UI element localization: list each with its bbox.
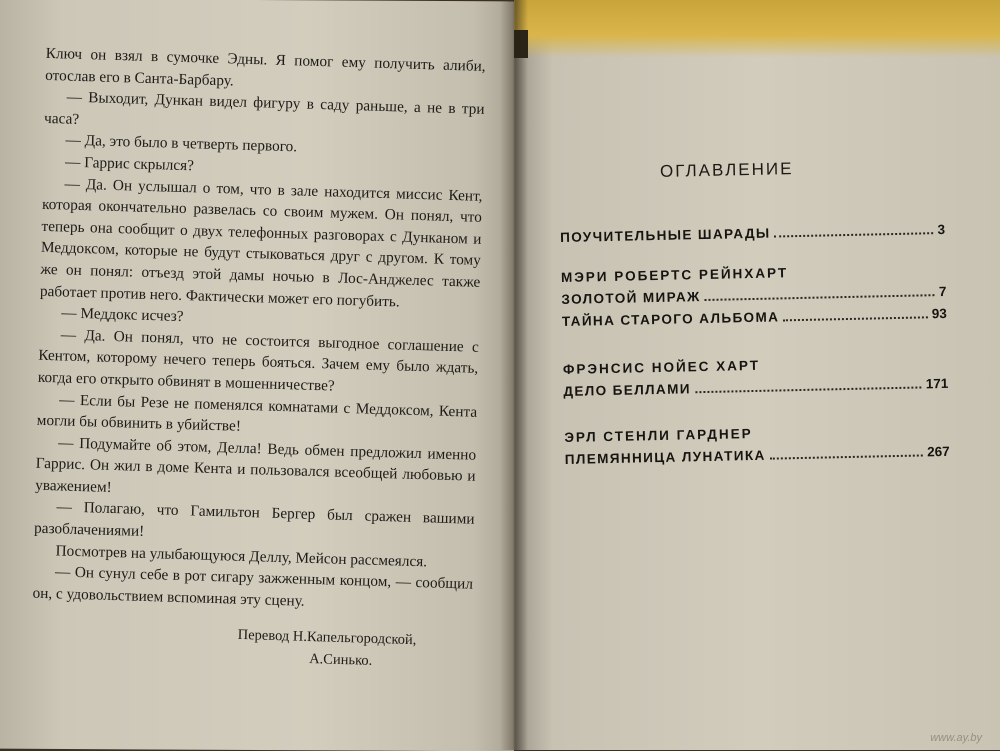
toc-group	[563, 354, 949, 406]
paragraph: — Да. Он услышал о том, что в зале находится миссис Кент, которая окончательно развелась со своим мужем. Он понял, что теперь она сообщит о двух телефонных разговорах с Дунканом и Меддоксом, которые не будут стыковаться друг с другом. К тому же он понял: отъезд этой дамы ночью в Лос-Анджелес также работает против него. Фактически может его погубить.	[39, 175, 483, 310]
translator-name-1: Н.Капельгородской,	[292, 628, 417, 649]
paragraph: — Да, это было в четверть первого.	[65, 131, 298, 156]
toc-entry-title: ЗОЛОТОЙ МИРАЖ	[561, 289, 701, 307]
table-of-contents	[560, 222, 950, 474]
paragraph: — Подумайте об этом, Делла! Ведь обмен предложил именно Гаррис. Он жил в доме Кента и пользовался всеобщей любовью и уважением!	[34, 434, 477, 496]
paragraph: — Он сунул себе в рот сигару зажженным концом, — сообщил он, с удовольствием вспоминая эту сцену.	[32, 563, 474, 610]
toc-entry-page: 3	[937, 221, 946, 238]
toc-author: МЭРИ РОБЕРТС РЕЙНХАРТ	[560, 265, 789, 285]
toc-leader	[783, 315, 928, 321]
toc-entry-page: 7	[938, 283, 947, 300]
paragraph: — Да. Он понял, что не состоится выгодное соглашение с Кентом, которому нечего теперь бояться. Зачем ему было ждать, когда его открыто обвинят в мошенничестве?	[37, 326, 479, 395]
toc-group	[564, 422, 950, 474]
paragraph: — Если бы Резе не поменялся комнатами с Меддоксом, Кента могли бы обвинить в убийстве!	[36, 390, 478, 435]
translator-name-2: А.Синько.	[308, 651, 373, 669]
paragraph: — Выходит, Дункан видел фигуру в саду раньше, а не в три часа?	[43, 88, 485, 128]
toc-entry-title: ПЛЕМЯННИЦА ЛУНАТИКА	[564, 447, 766, 467]
paragraph: — Меддокс исчез?	[61, 304, 184, 326]
toc-entry-title: ПОУЧИТЕЛЬНЫЕ ШАРАДЫ	[560, 225, 771, 245]
toc-author: ФРЭНСИС НОЙЕС ХАРТ	[562, 357, 761, 377]
paragraph: Ключ он взял в сумочке Эдны. Я помог ему получить алиби, отослав его в Санта-Барбару.	[45, 44, 486, 90]
translator-credit	[237, 624, 488, 675]
toc-group	[561, 262, 947, 336]
cover-edge	[514, 0, 1000, 58]
translator-label: Перевод	[237, 626, 290, 645]
paragraph: Посмотрев на улыбающуюся Деллу, Мейсон рассмеялся.	[55, 541, 428, 571]
toc-author: ЭРЛ СТЕНЛИ ГАРДНЕР	[564, 426, 753, 445]
book-gutter	[500, 0, 528, 750]
story-text	[32, 43, 486, 617]
toc-leader	[770, 453, 924, 459]
paragraph: — Гаррис скрылся?	[64, 153, 195, 175]
toc-title: ОГЛАВЛЕНИЕ	[659, 159, 794, 181]
toc-entry-page: 267	[927, 443, 950, 460]
toc-leader	[705, 293, 935, 301]
paragraph: — Полагаю, что Гамильтон Бергер был сражен вашими разоблачениями!	[33, 498, 475, 541]
toc-entry-page: 171	[925, 375, 949, 392]
watermark: www.ay.by	[930, 732, 982, 744]
toc-leader	[775, 231, 934, 237]
toc-entry-page: 93	[931, 305, 947, 322]
toc-entry-title: ТАЙНА СТАРОГО АЛЬБОМА	[561, 309, 780, 329]
toc-entry-title: ДЕЛО БЕЛЛАМИ	[563, 381, 692, 399]
toc-leader	[695, 385, 922, 393]
